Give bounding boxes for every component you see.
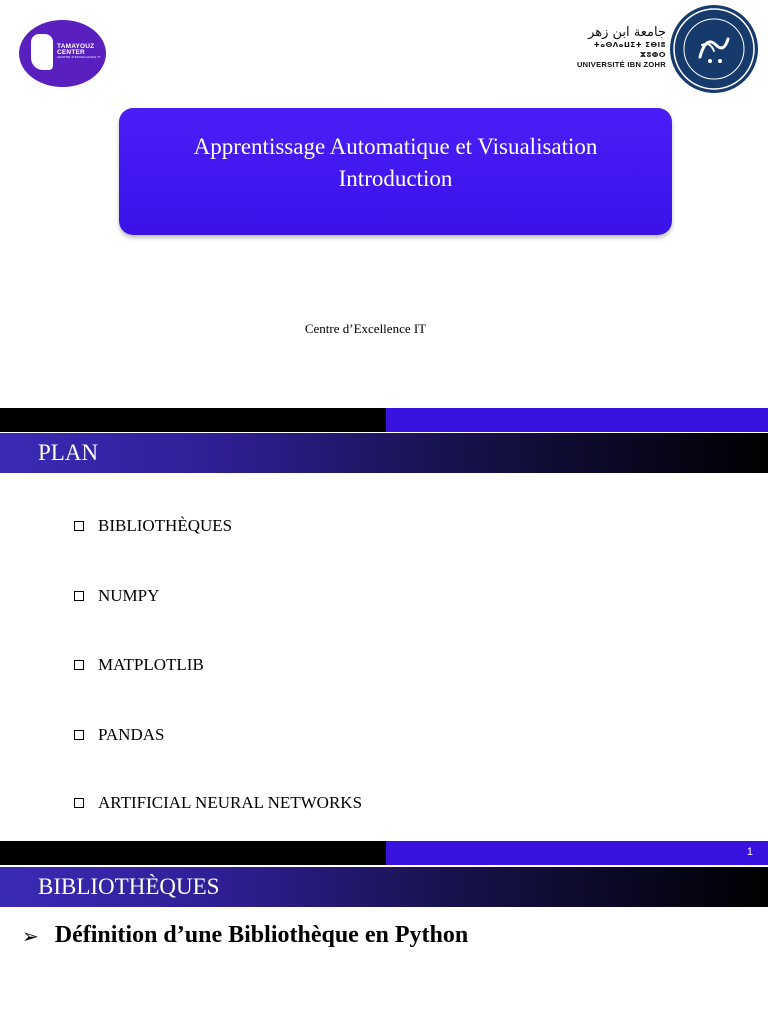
checkbox-bullet-icon	[74, 730, 84, 740]
section-header-bibliotheques: BIBLIOTHÈQUES	[38, 874, 220, 899]
separator-blue-segment	[386, 408, 768, 432]
plan-item-label: BIBLIOTHÈQUES	[98, 516, 233, 535]
arrow-bullet-icon: ➢	[22, 923, 39, 948]
page-number: 1	[746, 846, 753, 858]
plan-list-item	[74, 516, 232, 536]
slide-separator-band	[0, 841, 768, 865]
section-header-plan: PLAN	[38, 440, 99, 465]
university-name-arabic: جامعة ابن زهر	[588, 25, 666, 40]
checkbox-bullet-icon	[74, 660, 84, 670]
university-name	[574, 26, 666, 70]
hand-icon	[31, 34, 53, 70]
plan-list-item	[74, 725, 164, 745]
separator-dark-segment	[0, 408, 386, 432]
tamayouz-center-logo	[19, 20, 106, 87]
section-header-bar	[0, 867, 768, 907]
university-name-tifinagh: ⵜⴰⵙⴷⴰⵡⵉⵜ ⵉⴱⵏⵓ ⵣⵓⵀⵔ	[593, 41, 666, 59]
separator-dark-segment	[0, 841, 386, 865]
university-seal-logo	[670, 5, 758, 93]
bullet-heading	[22, 922, 468, 949]
title-box	[119, 108, 672, 235]
tamayouz-logo-text	[57, 44, 101, 60]
checkbox-bullet-icon	[74, 798, 84, 808]
checkbox-bullet-icon	[74, 591, 84, 601]
slide-separator-band	[0, 408, 768, 432]
section-header-bar	[0, 433, 768, 473]
separator-blue-segment	[386, 841, 768, 865]
plan-item-label: PANDAS	[98, 725, 165, 744]
plan-item-label: ARTIFICIAL NEURAL NETWORKS	[98, 793, 363, 812]
logo-line-3: CENTRE D'EXCELLENCE IT	[57, 55, 101, 59]
slide-subtitle: Introduction	[338, 166, 453, 191]
logo-line-2: CENTER	[57, 49, 85, 56]
logo-line-1: TAMAYOUZ	[57, 43, 95, 50]
centre-label: Centre d’Excellence IT	[304, 321, 427, 336]
plan-item-label: MATPLOTLIB	[98, 655, 204, 674]
plan-list-item	[74, 793, 362, 813]
checkbox-bullet-icon	[74, 521, 84, 531]
plan-list-item	[74, 586, 159, 606]
slide-title: Apprentissage Automatique et Visualisation	[193, 134, 598, 159]
university-name-french: UNIVERSITÉ IBN ZOHR	[576, 60, 666, 69]
bullet-heading-text: Définition d’une Bibliothèque en Python	[54, 922, 469, 948]
plan-list-item	[74, 655, 204, 675]
plan-item-label: NUMPY	[98, 586, 160, 605]
